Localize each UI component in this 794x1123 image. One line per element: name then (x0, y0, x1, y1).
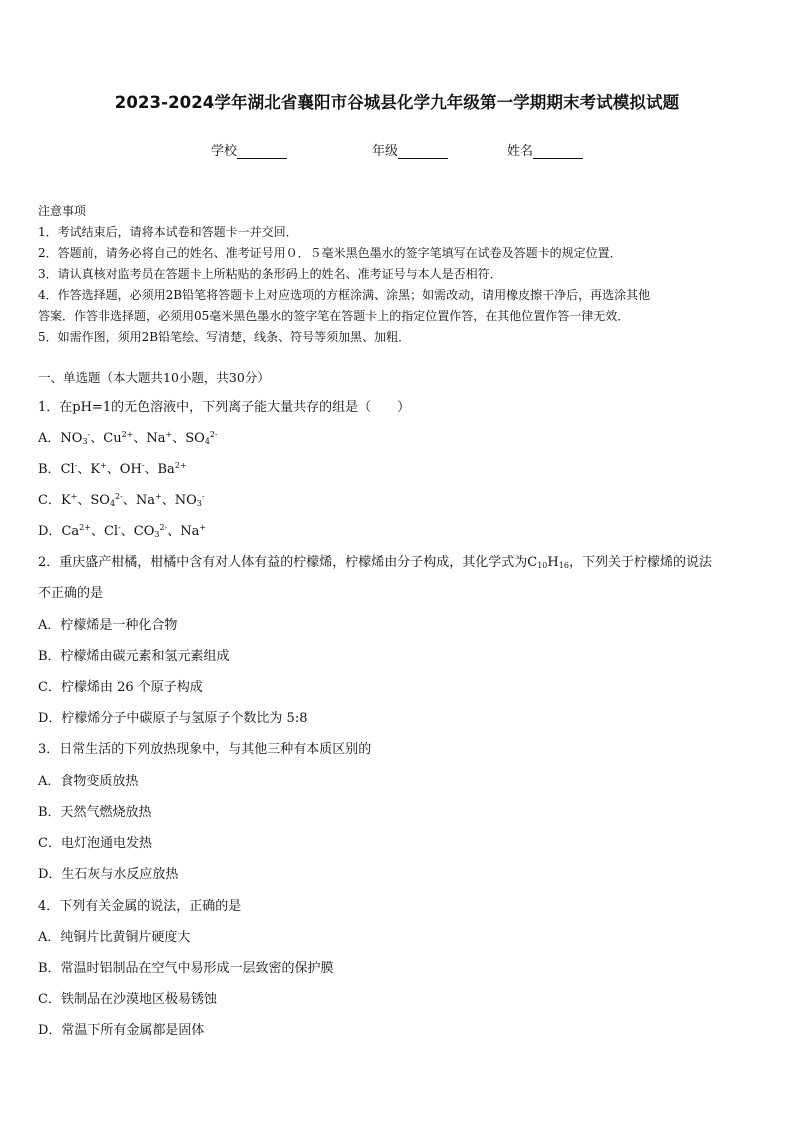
option-label: B． (38, 462, 61, 477)
grade-field (372, 140, 448, 159)
superscript: 2+ (79, 523, 91, 532)
ion: Ca (61, 524, 80, 539)
separator: 、 (90, 431, 104, 446)
ion: 、OH (106, 462, 142, 477)
ion: 、Na (122, 493, 155, 508)
notice-item: 1．考试结束后，请将本试卷和答题卡一并交回． (38, 225, 298, 239)
superscript: 2- (159, 523, 168, 532)
notice-item: 3．请认真核对监考员在答题卡上所粘贴的条形码上的姓名、准考证号与本人是否相符． (38, 267, 502, 281)
ion: 、SO (77, 493, 110, 508)
question-1-option-c[interactable] (38, 489, 205, 508)
question-2-option-c[interactable]: C．柠檬烯由 26 个原子构成 (38, 680, 203, 695)
superscript: 2+ (121, 430, 134, 439)
question-3-stem: 3．日常生活的下列放热现象中，与其他三种有本质区别的 (38, 742, 372, 757)
ion: 、NO (161, 493, 197, 508)
superscript: 2+ (174, 461, 187, 470)
ion: Cl (60, 462, 75, 477)
ion: 、Cl (90, 524, 119, 539)
notice-item: 答案．作答非选择题，必须用05毫米黑色墨水的签字笔在答题卡上的指定位置作答，在其他位置作答一律无效． (38, 309, 630, 323)
question-2-option-b[interactable]: B．柠檬烯由碳元素和氢元素组成 (38, 649, 230, 664)
superscript: + (154, 492, 162, 501)
subscript: 4 (204, 437, 210, 446)
school-field (211, 140, 287, 159)
page-title: 2023-2024学年湖北省襄阳市谷城县化学九年级第一学期期末考试模拟试题 (114, 93, 680, 112)
superscript: - (118, 523, 121, 532)
subscript: 10 (537, 561, 548, 570)
question-3-option-b[interactable]: B．天然气燃烧放热 (38, 805, 152, 820)
question-4-option-b[interactable]: B．常温时铝制品在空气中易形成一层致密的保护膜 (38, 961, 334, 976)
notice-item: 2．答题前，请务必将自己的姓名、准考证号用０．５毫米黑色墨水的签字笔填写在试卷及答题卡的规定位置． (38, 246, 622, 260)
superscript: - (74, 461, 78, 470)
stem-text: 2．重庆盛产柑橘，柑橘中含有对人体有益的柠檬烯，柠檬烯由分子构成，其化学式为C (38, 555, 538, 570)
subscript: 3 (154, 530, 160, 539)
stem-text: ，下列关于柠檬烯的说法 (568, 555, 712, 570)
ion: 、K (77, 462, 101, 477)
question-4-stem: 4．下列有关金属的说法，正确的是 (38, 899, 242, 914)
subscript: 3 (196, 499, 202, 508)
ion: SO (185, 431, 205, 446)
superscript: - (87, 430, 91, 439)
ion: Cu (103, 431, 122, 446)
ion: Na (146, 431, 166, 446)
notice-item: 5．如需作图，须用2B铅笔绘、写清楚，线条、符号等须加黑、加粗． (38, 330, 411, 344)
ion: 、CO (120, 524, 155, 539)
separator: 、 (172, 431, 186, 446)
ion: NO (60, 431, 83, 446)
ion: 、Na (167, 524, 200, 539)
stem-text: H (547, 555, 559, 570)
option-label: C． (38, 493, 61, 508)
superscript: - (201, 492, 205, 501)
name-label: 姓名 (507, 144, 534, 159)
superscript: 2- (115, 492, 123, 501)
question-2-stem-cont: 不正确的是 (38, 586, 104, 601)
grade-label: 年级 (372, 144, 399, 159)
notice-heading: 注意事项 (38, 204, 87, 218)
question-2-option-d[interactable]: D．柠檬烯分子中碳原子与氢原子个数比为 5:8 (38, 711, 308, 726)
subscript: 4 (109, 499, 116, 508)
school-blank[interactable] (237, 144, 287, 159)
question-1-stem: 1．在pH=1的无色溶液中，下列离子能大量共存的组是（ ） (38, 400, 411, 415)
notice-block (38, 201, 758, 348)
subscript: 3 (82, 437, 88, 446)
superscript: + (70, 492, 78, 501)
superscript: + (100, 461, 107, 470)
name-field (507, 140, 583, 159)
question-4-option-a[interactable]: A．纯铜片比黄铜片硬度大 (38, 930, 191, 945)
ion: K (60, 493, 71, 508)
notice-item: 4．作答选择题，必须用2B铅笔将答题卡上对应选项的方框涂满、涂黑；如需改动，请用橡皮擦干净后，再选涂其他 (38, 288, 651, 302)
option-label: D． (38, 524, 62, 539)
grade-blank[interactable] (398, 144, 448, 159)
question-4-option-c[interactable]: C．铁制品在沙漠地区极易锈蚀 (38, 992, 217, 1007)
separator: 、 (133, 431, 147, 446)
name-blank[interactable] (533, 144, 583, 159)
question-1-option-a[interactable] (38, 427, 218, 446)
superscript: 2- (209, 430, 218, 439)
question-2-stem (38, 551, 712, 570)
question-4-option-d[interactable]: D．常温下所有金属都是固体 (38, 1023, 205, 1038)
question-1-option-d[interactable] (38, 520, 206, 539)
option-label: A． (38, 431, 61, 446)
superscript: - (141, 461, 145, 470)
section-heading: 一、单选题（本大题共10小题，共30分） (38, 370, 270, 385)
question-3-option-d[interactable]: D．生石灰与水反应放热 (38, 867, 179, 882)
question-2-option-a[interactable]: A．柠檬烯是一种化合物 (38, 618, 178, 633)
question-3-option-a[interactable]: A．食物变质放热 (38, 774, 139, 789)
question-1-option-b[interactable] (38, 458, 187, 477)
question-3-option-c[interactable]: C．电灯泡通电发热 (38, 836, 152, 851)
superscript: + (165, 430, 173, 439)
subscript: 16 (558, 561, 569, 570)
superscript: + (199, 523, 207, 532)
ion: 、Ba (144, 462, 175, 477)
school-label: 学校 (211, 144, 238, 159)
